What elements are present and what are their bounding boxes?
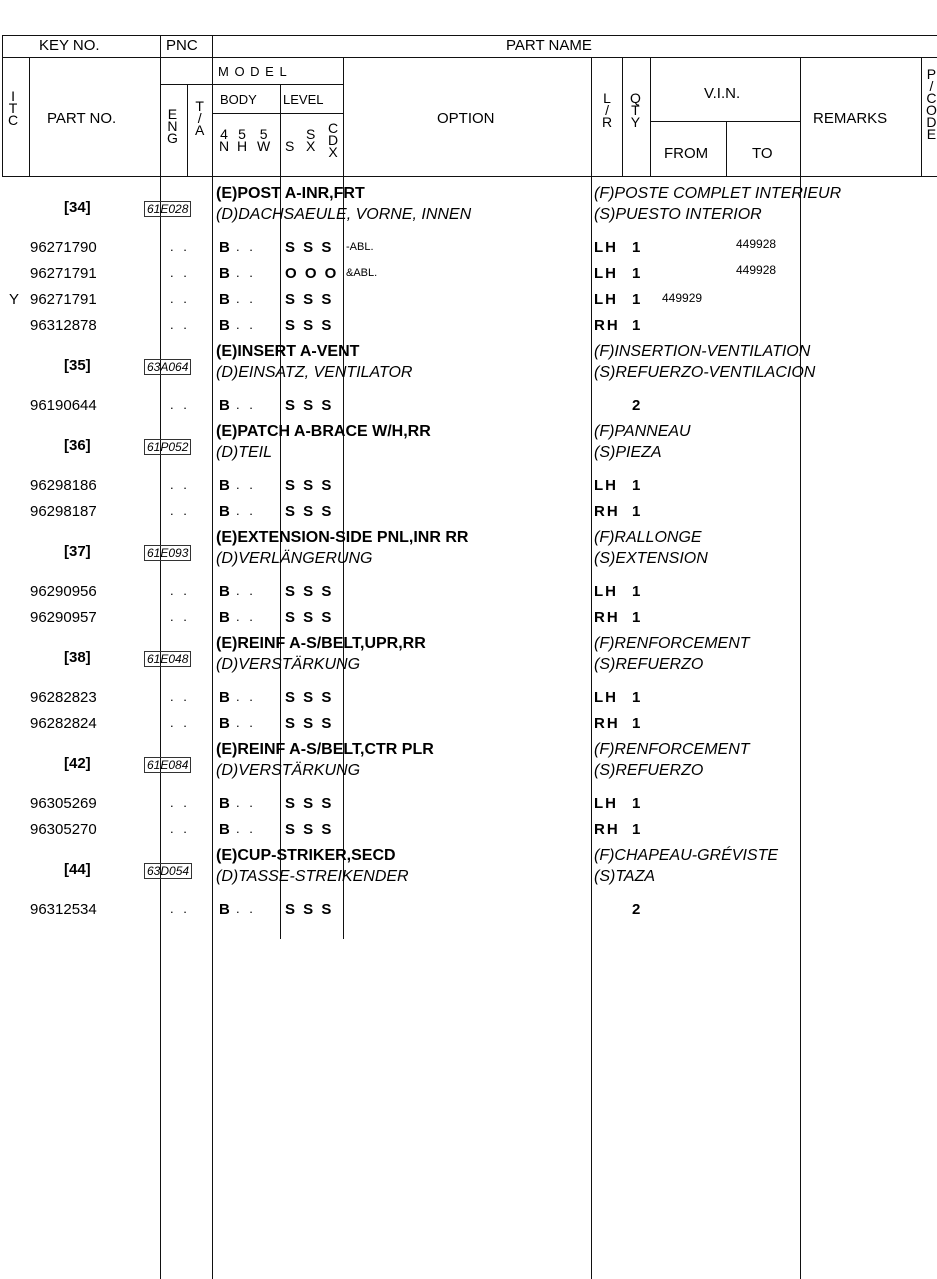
quantity: 1 xyxy=(632,609,643,626)
part-name-german: (D)EINSATZ, VENTILATOR xyxy=(216,364,413,381)
quantity: 1 xyxy=(632,689,643,706)
lh-rh: LH xyxy=(594,265,618,282)
part-number[interactable]: 96282823 xyxy=(30,689,97,706)
part-name-english: (E)REINF A-S/BELT,UPR,RR xyxy=(216,635,426,652)
level-codes: S S S xyxy=(285,583,334,600)
header-level-s: S xyxy=(285,138,295,154)
part-name-spanish: (S)REFUERZO xyxy=(594,762,704,779)
body-code: B xyxy=(219,317,232,334)
eng-ta-marks: . . xyxy=(170,715,190,730)
eng-ta-marks: . . xyxy=(170,901,190,916)
body-marks: . . xyxy=(236,689,256,704)
part-name-german: (D)DACHSAEULE, VORNE, INNEN xyxy=(216,206,472,223)
header-part-name: PART NAME xyxy=(506,37,592,54)
quantity: 1 xyxy=(632,291,643,308)
pnc-code: 61P052 xyxy=(144,439,191,455)
header-remarks: REMARKS xyxy=(813,110,888,127)
key-number: [35] xyxy=(64,357,91,374)
quantity: 1 xyxy=(632,795,643,812)
header-level-sx: S X xyxy=(306,126,316,154)
part-name-french: (F)CHAPEAU-GRÉVISTE xyxy=(594,847,779,864)
body-code: B xyxy=(219,821,232,838)
lh-rh: LH xyxy=(594,291,618,308)
header-itc: I T C xyxy=(8,88,19,128)
level-codes: S S S xyxy=(285,609,334,626)
vin-to: 449928 xyxy=(736,237,777,251)
header-pcode: P / C O D E xyxy=(926,66,937,142)
level-codes: S S S xyxy=(285,503,334,520)
quantity: 1 xyxy=(632,477,643,494)
header-key-no: KEY NO. xyxy=(39,37,100,54)
eng-ta-marks: . . xyxy=(170,689,190,704)
option-code: -ABL. xyxy=(346,241,374,253)
part-name-german: (D)VERSTÄRKUNG xyxy=(216,762,361,779)
level-codes: S S S xyxy=(285,821,334,838)
part-name-english: (E)CUP-STRIKER,SECD xyxy=(216,847,396,864)
part-number[interactable]: 96298187 xyxy=(30,503,97,520)
part-number[interactable]: 96312534 xyxy=(30,901,97,918)
pnc-code: 63D054 xyxy=(144,863,192,879)
lh-rh: RH xyxy=(594,317,620,334)
part-name-spanish: (S)EXTENSION xyxy=(594,550,708,567)
lh-rh: LH xyxy=(594,477,618,494)
quantity: 1 xyxy=(632,317,643,334)
quantity: 1 xyxy=(632,583,643,600)
level-codes: S S S xyxy=(285,715,334,732)
header-vin-to: TO xyxy=(752,145,773,162)
header-body-5h: 5 H xyxy=(237,126,248,154)
vin-to: 449928 xyxy=(736,263,777,277)
part-name-spanish: (S)REFUERZO-VENTILACION xyxy=(594,364,816,381)
key-number: [37] xyxy=(64,543,91,560)
body-marks: . . xyxy=(236,821,256,836)
body-marks: . . xyxy=(236,609,256,624)
body-code: B xyxy=(219,715,232,732)
part-number[interactable]: 96190644 xyxy=(30,397,97,414)
part-name-french: (F)POSTE COMPLET INTERIEUR xyxy=(594,185,842,202)
header-qty: Q T Y xyxy=(630,90,641,130)
header-level-cdx: C D X xyxy=(328,120,339,160)
pnc-code: 61E084 xyxy=(144,757,191,773)
body-code: B xyxy=(219,689,232,706)
body-marks: . . xyxy=(236,503,256,518)
part-number[interactable]: 96271791 xyxy=(30,265,97,282)
eng-ta-marks: . . xyxy=(170,503,190,518)
header-body: BODY xyxy=(220,92,257,107)
header-eng: E N G xyxy=(167,106,178,146)
header-lr: L / R xyxy=(602,90,613,130)
header-model: M O D E L xyxy=(218,64,288,79)
lh-rh: RH xyxy=(594,609,620,626)
body-marks: . . xyxy=(236,715,256,730)
key-number: [34] xyxy=(64,199,91,216)
part-name-french: (F)RENFORCEMENT xyxy=(594,635,750,652)
part-name-english: (E)EXTENSION-SIDE PNL,INR RR xyxy=(216,529,469,546)
eng-ta-marks: . . xyxy=(170,583,190,598)
eng-ta-marks: . . xyxy=(170,317,190,332)
body-marks: . . xyxy=(236,317,256,332)
body-code: B xyxy=(219,583,232,600)
body-code: B xyxy=(219,609,232,626)
part-name-german: (D)VERLÄNGERUNG xyxy=(216,550,373,567)
eng-ta-marks: . . xyxy=(170,821,190,836)
key-number: [36] xyxy=(64,437,91,454)
part-number[interactable]: 96298186 xyxy=(30,477,97,494)
level-codes: S S S xyxy=(285,317,334,334)
body-marks: . . xyxy=(236,477,256,492)
part-name-spanish: (S)PUESTO INTERIOR xyxy=(594,206,762,223)
header-part-no: PART NO. xyxy=(47,110,117,127)
part-name-german: (D)TEIL xyxy=(216,444,272,461)
key-number: [38] xyxy=(64,649,91,666)
option-code: &ABL. xyxy=(346,267,378,279)
body-marks: . . xyxy=(236,291,256,306)
pnc-code: 61E028 xyxy=(144,201,191,217)
lh-rh: RH xyxy=(594,503,620,520)
lh-rh: RH xyxy=(594,715,620,732)
lh-rh: LH xyxy=(594,583,618,600)
body-marks: . . xyxy=(236,901,256,916)
eng-ta-marks: . . xyxy=(170,477,190,492)
body-marks: . . xyxy=(236,583,256,598)
body-code: B xyxy=(219,795,232,812)
part-name-spanish: (S)TAZA xyxy=(594,868,656,885)
lh-rh: LH xyxy=(594,239,618,256)
part-name-english: (E)REINF A-S/BELT,CTR PLR xyxy=(216,741,434,758)
level-codes: O O O xyxy=(285,265,339,282)
quantity: 1 xyxy=(632,239,643,256)
eng-ta-marks: . . xyxy=(170,397,190,412)
eng-ta-marks: . . xyxy=(170,795,190,810)
body-marks: . . xyxy=(236,265,256,280)
part-name-french: (F)INSERTION-VENTILATION xyxy=(594,343,811,360)
body-code: B xyxy=(219,239,232,256)
eng-ta-marks: . . xyxy=(170,239,190,254)
body-code: B xyxy=(219,901,232,918)
part-name-german: (D)TASSE-STREIKENDER xyxy=(216,868,409,885)
part-name-french: (F)RALLONGE xyxy=(594,529,702,546)
level-codes: S S S xyxy=(285,689,334,706)
header-level: LEVEL xyxy=(283,92,324,107)
pnc-code: 63A064 xyxy=(144,359,191,375)
body-marks: . . xyxy=(236,239,256,254)
part-name-spanish: (S)PIEZA xyxy=(594,444,662,461)
part-name-german: (D)VERSTÄRKUNG xyxy=(216,656,361,673)
header-body-4n: 4 N xyxy=(219,126,230,154)
level-codes: S S S xyxy=(285,239,334,256)
part-name-french: (F)PANNEAU xyxy=(594,423,691,440)
body-code: B xyxy=(219,503,232,520)
part-number[interactable]: 96305269 xyxy=(30,795,97,812)
part-name-spanish: (S)REFUERZO xyxy=(594,656,704,673)
body-code: B xyxy=(219,397,232,414)
level-codes: S S S xyxy=(285,291,334,308)
part-number[interactable]: 96290957 xyxy=(30,609,97,626)
quantity: 1 xyxy=(632,715,643,732)
quantity: 2 xyxy=(632,901,643,918)
part-name-english: (E)INSERT A-VENT xyxy=(216,343,360,360)
body-marks: . . xyxy=(236,397,256,412)
level-codes: S S S xyxy=(285,477,334,494)
body-marks: . . xyxy=(236,795,256,810)
key-number: [44] xyxy=(64,861,91,878)
vin-from: 449929 xyxy=(662,291,703,305)
header-vin: V.I.N. xyxy=(704,85,741,102)
level-codes: S S S xyxy=(285,795,334,812)
lh-rh: LH xyxy=(594,795,618,812)
part-number[interactable]: 96282824 xyxy=(30,715,97,732)
header-body-5w: 5 W xyxy=(257,126,271,154)
body-code: B xyxy=(219,265,232,282)
eng-ta-marks: . . xyxy=(170,265,190,280)
quantity: 1 xyxy=(632,265,643,282)
eng-ta-marks: . . xyxy=(170,609,190,624)
quantity: 2 xyxy=(632,397,643,414)
body-code: B xyxy=(219,477,232,494)
part-name-english: (E)PATCH A-BRACE W/H,RR xyxy=(216,423,431,440)
quantity: 1 xyxy=(632,821,643,838)
part-number[interactable]: 96312878 xyxy=(30,317,97,334)
part-number[interactable]: 96271791 xyxy=(30,291,97,308)
part-number[interactable]: 96305270 xyxy=(30,821,97,838)
lh-rh: LH xyxy=(594,689,618,706)
level-codes: S S S xyxy=(285,397,334,414)
part-number[interactable]: 96290956 xyxy=(30,583,97,600)
eng-ta-marks: . . xyxy=(170,291,190,306)
body-code: B xyxy=(219,291,232,308)
quantity: 1 xyxy=(632,503,643,520)
level-codes: S S S xyxy=(285,901,334,918)
key-number: [42] xyxy=(64,755,91,772)
pnc-code: 61E048 xyxy=(144,651,191,667)
header-ta: T / A xyxy=(195,98,205,138)
header-option: OPTION xyxy=(437,110,495,127)
header-pnc: PNC xyxy=(166,37,198,54)
itc-code: Y xyxy=(9,291,20,308)
part-number[interactable]: 96271790 xyxy=(30,239,97,256)
part-name-english: (E)POST A-INR,FRT xyxy=(216,185,365,202)
lh-rh: RH xyxy=(594,821,620,838)
pnc-code: 61E093 xyxy=(144,545,191,561)
header-vin-from: FROM xyxy=(664,145,709,162)
part-name-french: (F)RENFORCEMENT xyxy=(594,741,750,758)
